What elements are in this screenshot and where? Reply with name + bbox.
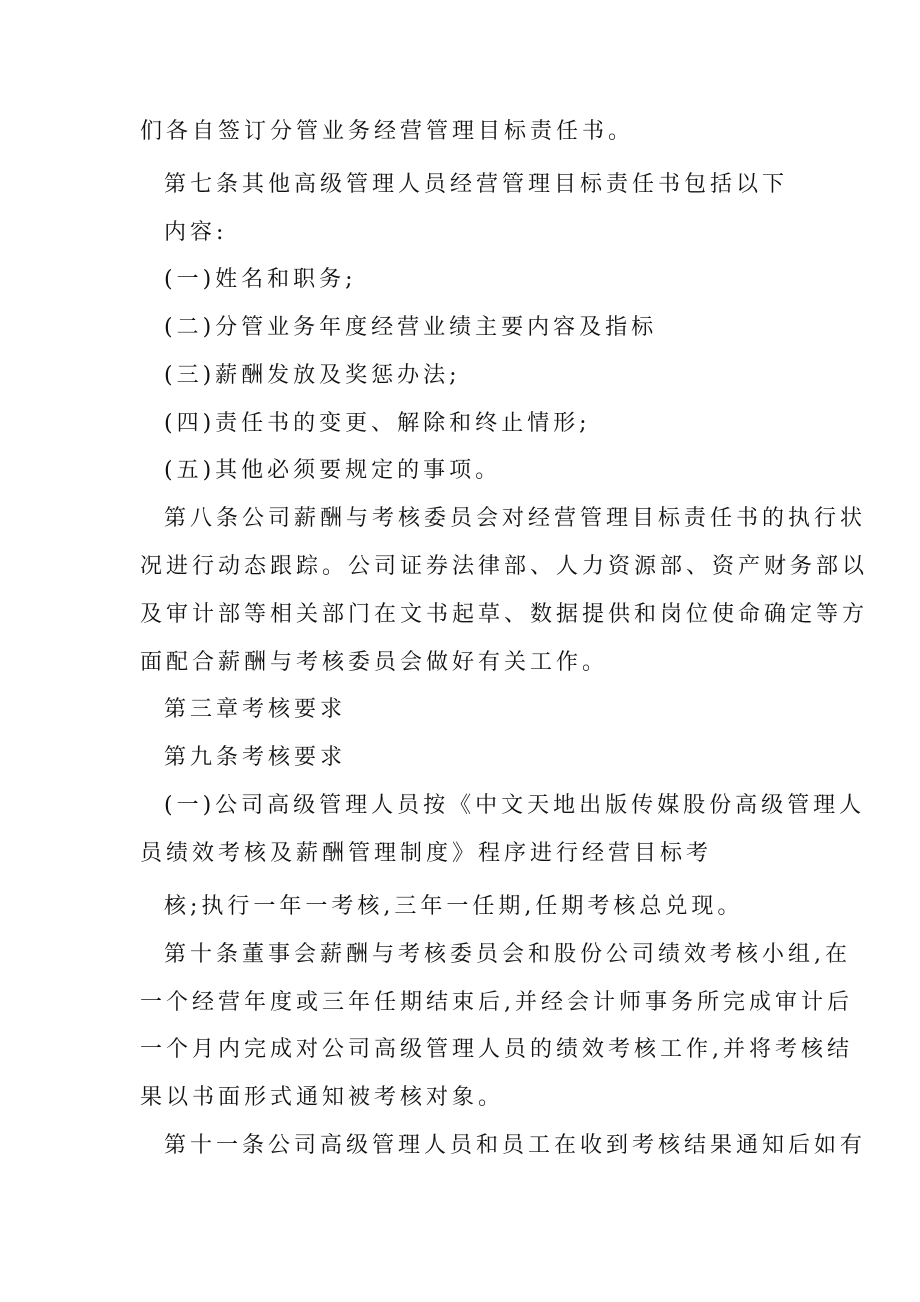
text-line-22: 第十一条公司高级管理人员和员工在收到考核结果通知后如有 — [164, 1133, 867, 1158]
text-line-8: (五)其他必须要规定的事项。 — [164, 458, 502, 483]
text-line-6: (三)薪酬发放及奖惩办法; — [164, 363, 461, 388]
text-line-7: (四)责任书的变更、解除和终止情形; — [164, 411, 591, 436]
text-line-9: 第八条公司薪酬与考核委员会对经营管理目标责任书的执行状 — [164, 506, 867, 531]
chapter-heading: 第三章考核要求 — [164, 697, 347, 722]
text-line-17: 核;执行一年一考核,三年一任期,任期考核总兑现。 — [164, 894, 744, 919]
text-line-3: 内容: — [164, 220, 228, 245]
text-line-19: 一个经营年度或三年任期结束后,并经会计师事务所完成审计后 — [140, 990, 853, 1015]
text-line-16: 员绩效考核及薪酬管理制度》程序进行经营目标考 — [140, 841, 713, 866]
text-line-15: (一)公司高级管理人员按《中文天地出版传媒股份高级管理人 — [164, 793, 866, 818]
text-line-20: 一个月内完成对公司高级管理人员的绩效考核工作,并将考核结 — [140, 1037, 853, 1062]
text-line-1: 们各自签订分管业务经营管理目标责任书。 — [140, 119, 635, 144]
text-line-21: 果以书面形式通知被考核对象。 — [140, 1085, 505, 1110]
text-line-12: 面配合薪酬与考核委员会做好有关工作。 — [140, 650, 609, 675]
text-line-4: (一)姓名和职务; — [164, 267, 357, 292]
text-line-5: (二)分管业务年度经营业绩主要内容及指标 — [164, 315, 658, 340]
text-line-14: 第九条考核要求 — [164, 745, 347, 770]
text-line-18: 第十条董事会薪酬与考核委员会和股份公司绩效考核小组,在 — [164, 942, 851, 967]
text-line-11: 及审计部等相关部门在文书起草、数据提供和岗位使命确定等方 — [140, 602, 869, 627]
text-line-2: 第七条其他高级管理人员经营管理目标责任书包括以下 — [164, 172, 789, 197]
text-line-10: 况进行动态跟踪。公司证券法律部、人力资源部、资产财务部以 — [140, 554, 869, 579]
